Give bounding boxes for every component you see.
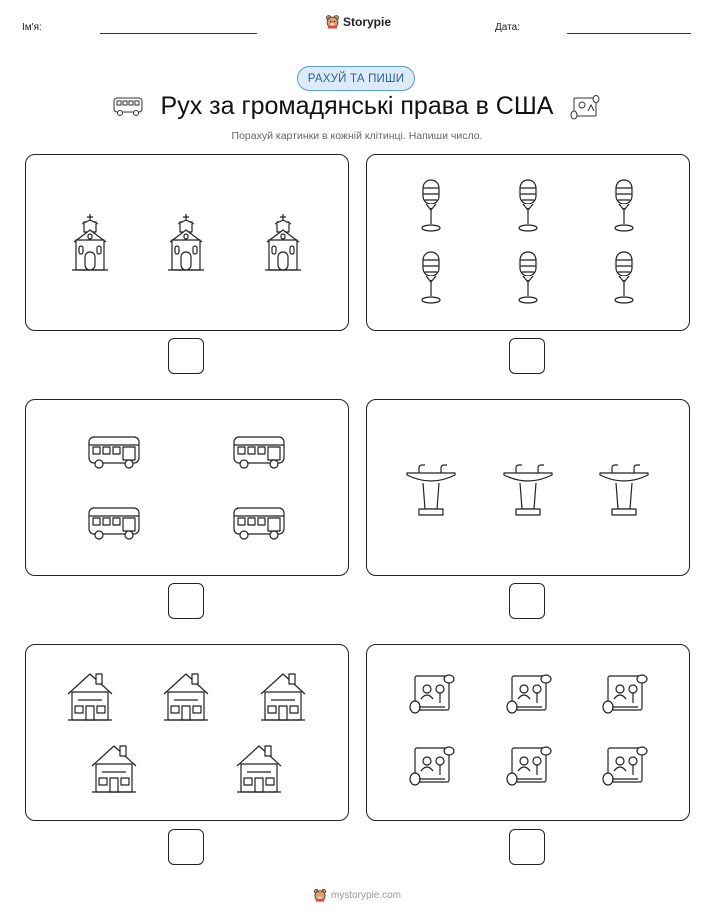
bus-icon	[87, 504, 141, 540]
microphone-icon	[413, 250, 449, 304]
answer-box[interactable]	[509, 583, 545, 619]
drinking-fountain-icon	[598, 459, 650, 517]
answer-box[interactable]	[509, 338, 545, 374]
answer-box[interactable]	[168, 829, 204, 865]
count-panel-buses	[25, 399, 349, 576]
brand-name: Storypie	[343, 14, 392, 29]
house-icon	[235, 742, 283, 794]
microphone-icon	[606, 250, 642, 304]
footer	[0, 888, 714, 902]
picture-scroll-icon	[407, 673, 455, 715]
picture-scroll-icon	[504, 673, 552, 715]
page-title: Рух за громадянські права в США	[160, 92, 554, 120]
picture-scroll-icon	[407, 745, 455, 787]
answer-box[interactable]	[168, 338, 204, 374]
footer-url: mystorypie.com	[330, 889, 401, 901]
picture-scroll-icon	[600, 745, 648, 787]
church-icon	[259, 212, 307, 274]
date-label: Дата:	[495, 22, 520, 33]
bus-icon	[232, 504, 286, 540]
microphone-icon	[510, 178, 546, 232]
church-icon	[66, 212, 114, 274]
name-label: Ім'я:	[22, 22, 42, 33]
picture-scroll-icon	[600, 673, 648, 715]
bus-icon	[87, 433, 141, 469]
drinking-fountain-icon	[405, 459, 457, 517]
count-panel-scrolls	[366, 644, 690, 821]
bus-icon	[232, 433, 286, 469]
instructions: Порахуй картинки в кожній клітинці. Напиши число.	[231, 130, 483, 142]
microphone-icon	[413, 178, 449, 232]
microphone-icon	[606, 178, 642, 232]
brand-logo	[325, 14, 391, 29]
picture-scroll-icon	[570, 95, 600, 121]
house-icon	[66, 670, 114, 722]
bear-mascot-icon	[325, 14, 340, 29]
answer-box[interactable]	[509, 829, 545, 865]
bear-mascot-icon	[313, 888, 327, 902]
picture-scroll-icon	[504, 745, 552, 787]
microphone-icon	[510, 250, 546, 304]
drinking-fountain-icon	[502, 459, 554, 517]
house-icon	[259, 670, 307, 722]
church-icon	[162, 212, 210, 274]
date-field[interactable]	[567, 33, 691, 34]
activity-badge: РАХУЙ ТА ПИШИ	[297, 66, 415, 91]
house-icon	[90, 742, 138, 794]
answer-box[interactable]	[168, 583, 204, 619]
house-icon	[162, 670, 210, 722]
name-field[interactable]	[100, 33, 257, 34]
